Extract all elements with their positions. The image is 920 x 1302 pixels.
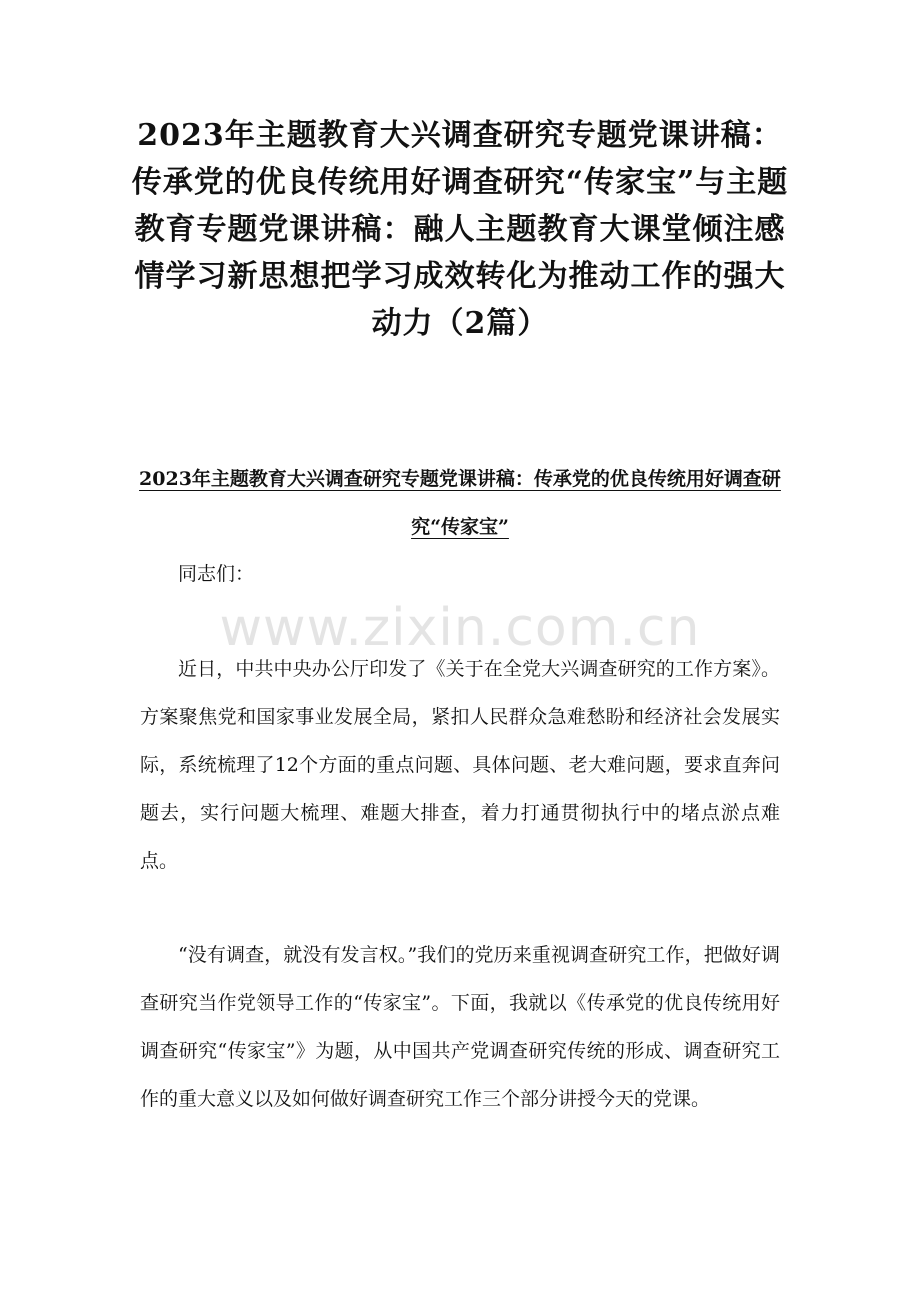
paragraph-1: 近日，中共中央办公厅印发了《关于在全党大兴调查研究的工作方案》。方案聚焦党和国家事业发展全局，紧扣人民群众急难愁盼和经济社会发展实际，系统梳理了12个方面的重点问题、具体问题、老大难问题，要求直奔问题去，实行问题大梳理、难题大排查，着力打通贯彻执行中的堵点淤点难点。 <box>140 658 780 872</box>
section-title: 2023年主题教育大兴调查研究专题党课讲稿：传承党的优良传统用好调查研究“传家宝” <box>139 468 781 538</box>
watermark: www.zixin.com.cn <box>219 598 701 658</box>
salutation: 同志们： <box>178 563 255 585</box>
document-title: 2023年主题教育大兴调查研究专题党课讲稿：传承党的优良传统用好调查研究“传家宝”与主题教育专题党课讲稿：融人主题教育大课堂倾注感情学习新思想把学习成效转化为推动工作的强大动力（2篇） <box>131 118 789 341</box>
paragraph-2: “没有调查，就没有发言权。”我们的党历来重视调查研究工作，把做好调查研究当作党领导工作的“传家宝”。下面，我就以《传承党的优良传统用好调查研究“传家宝”》为题，从中国共产党调查研究传统的形成、调查研究工作的重大意义以及如何做好调查研究工作三个部分讲授今天的党课。 <box>140 944 780 1110</box>
